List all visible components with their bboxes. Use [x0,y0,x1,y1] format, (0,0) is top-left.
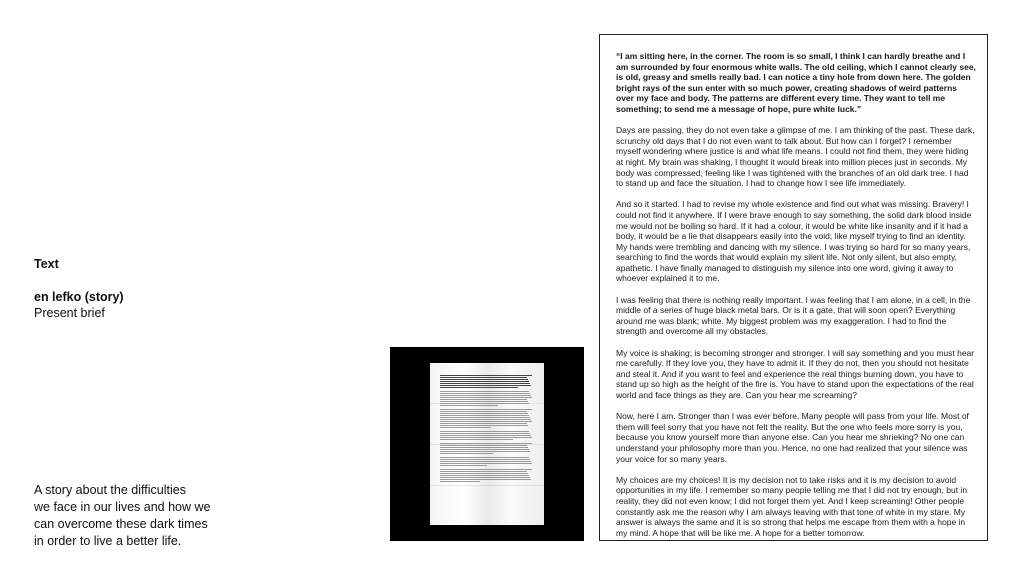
thumbnail-text-line [440,377,527,378]
project-title: en lefko (story) [34,290,124,304]
thumbnail-text-line [440,435,531,436]
description-line: can overcome these dark times [34,517,208,531]
thumbnail-text-line [440,453,493,454]
story-paragraph: Now, here I am. Stronger than I was ever before. Many people will pass from your life. Most of them will feel sorry that you have not felt the reality. But the one who feels more sorry is you, because you know yourself more than anyone else. Can you hear me shrieking? No one can understand your philosophy more than you. Hence, no one had realized that your silence was your voice for so many years. [616,411,969,464]
thumbnail-text-line [440,425,528,426]
thumbnail-text-line [440,439,513,440]
thumbnail-text-line [440,405,498,406]
thumbnail-text-line [440,399,527,400]
project-subtitle: Present brief [34,306,105,320]
thumbnail-text-line [440,375,532,376]
thumbnail-text-line [440,411,527,412]
thumbnail-text-line [440,457,529,458]
thumbnail-text-line [440,395,531,396]
thumbnail-text-line [440,461,531,462]
thumbnail-text-line [440,381,529,382]
thumbnail-text-line [440,473,528,474]
thumbnail-text-line [440,437,532,438]
thumbnail-text-line [440,403,529,404]
section-label: Text [34,257,59,271]
fold-line [430,485,544,486]
thumbnail-text-line [440,445,527,446]
story-text-panel [599,34,988,541]
story-paragraph: And so it started. I had to revise my whole existence and find out what was missing. Bravery! I could not find it anywhere. If I were brave enough to say something, the solid dark blood inside me would not be boiling so hard. If it had a colour, it would be white like insanity and if it had a body, it would be a lie that disappears easily into the void; like myself trying to find an identity. My hands were trembling and dancing with my silence. I was trying so hard for so many years, searching to find the words that would explain my silent life. Not only silent, but also empty, apathetic. I have finally managed to distinguish my silence into one word, giving it away to whoever explained it to me. [616,199,972,284]
story-paragraph: I was feeling that there is nothing really important. I was feeling that I am alone, in a cell, in the middle of a series of huge black metal bars. Or is it a gate, that will soon open? Everything around me was blank; white. My biggest problem was my exaggeration. I had to find the strength and overcome all my obstacles. [616,294,971,337]
thumbnail-text-line [440,415,529,416]
story-paragraph: My choices are my choices! It is my decision not to take risks and it is my decision to avoid opportunities in my life. I remember so many people telling me that I did not try enough, but in reality, they did not even know; I did not forget them yet. And I keep screaming! Other people constantly ask me the reason why I am always leaving with that tone of white in my stare. My answer is always the same and it is so strong that helps me escape from them with a hope in my mind. A hope that will be like me. A hope for a better tomorrow. [616,474,968,538]
thumbnail-text-line [440,419,531,420]
description-line: in order to live a better life. [34,534,182,548]
thumbnail-text-line [440,379,528,380]
thumbnail-text-line [440,443,532,444]
thumbnail-text-line [440,423,527,424]
story-paragraph: My voice is shaking; is becoming stronger and stronger. I will say something and you must hear me carefully. If they love you, they have to admit it. If they do not, then you should not hesitate and steal it. And if you want to feel and experience the real things burning down, you have to stand up so high as the height of the fire is. You have to stand upon the expectations of the real world and face things as they are. Can you hear me screaming? [616,347,975,400]
thumbnail-text-line [440,387,518,388]
thumbnail-text-line [440,417,530,418]
description-line: A story about the difficulties [34,483,186,497]
thumbnail-text-line [440,409,532,410]
folded-paper-thumbnail [430,363,544,525]
thumbnail-text-line [440,427,491,428]
thumbnail-text-line [440,447,528,448]
thumbnail-text-line [440,469,532,470]
story-paragraph: Days are passing, they do not even take a glimpse of me. I am thinking of the past. These dark, scrunchy old days that I do not even want to talk about. But how can I forget? I remember myself wondering where justice is and what life means. I could not find them, they were hiding at night. My brain was shaking, I thought it would break into million pieces just in seconds. My body was compressed; feeling like I was tightened with the branches of an old dark tree. I had to stand up and face the situation. I had to change how I see life immediately. [616,125,975,189]
thumbnail-text-line [440,475,529,476]
thumbnail-text-line [440,413,528,414]
thumbnail-text-line [440,391,529,392]
thumbnail-text-line [440,449,529,450]
thumbnail-text-line [440,463,532,464]
thumbnail-text-line [440,421,532,422]
story-intro: “I am sitting here, in the corner. The room is so small, I think I can hardly breathe and I am surrounded by four enormous white walls. The old ceiling, which I cannot clearly see, is old, greasy and smells really bad. I can notice a tiny hole from down here. The golden bright rays of the sun enter with so much power, creating shadows of weird patterns over my face and body. The patterns are different every time. They want to tell me something; to send me a message of hope, pure white luck.” [616,51,976,114]
thumbnail-text-line [440,451,530,452]
thumbnail-text-line [440,479,531,480]
thumbnail-text-line [440,383,530,384]
thumbnail-text-line [440,459,530,460]
thumbnail-text-line [440,397,532,398]
print-preview-image [390,347,584,541]
thumbnail-text-line [440,477,530,478]
thumbnail-text-line [440,385,531,386]
thumbnail-text-line [440,433,530,434]
thumbnail-text-line [440,471,527,472]
project-description [34,482,210,550]
thumbnail-text-line [440,481,480,482]
thumbnail-text-line [440,431,529,432]
thumbnail-text-line [440,465,487,466]
description-line: we face in our lives and how we [34,500,211,514]
thumbnail-text-line [440,393,530,394]
thumbnail-text-line [440,401,528,402]
